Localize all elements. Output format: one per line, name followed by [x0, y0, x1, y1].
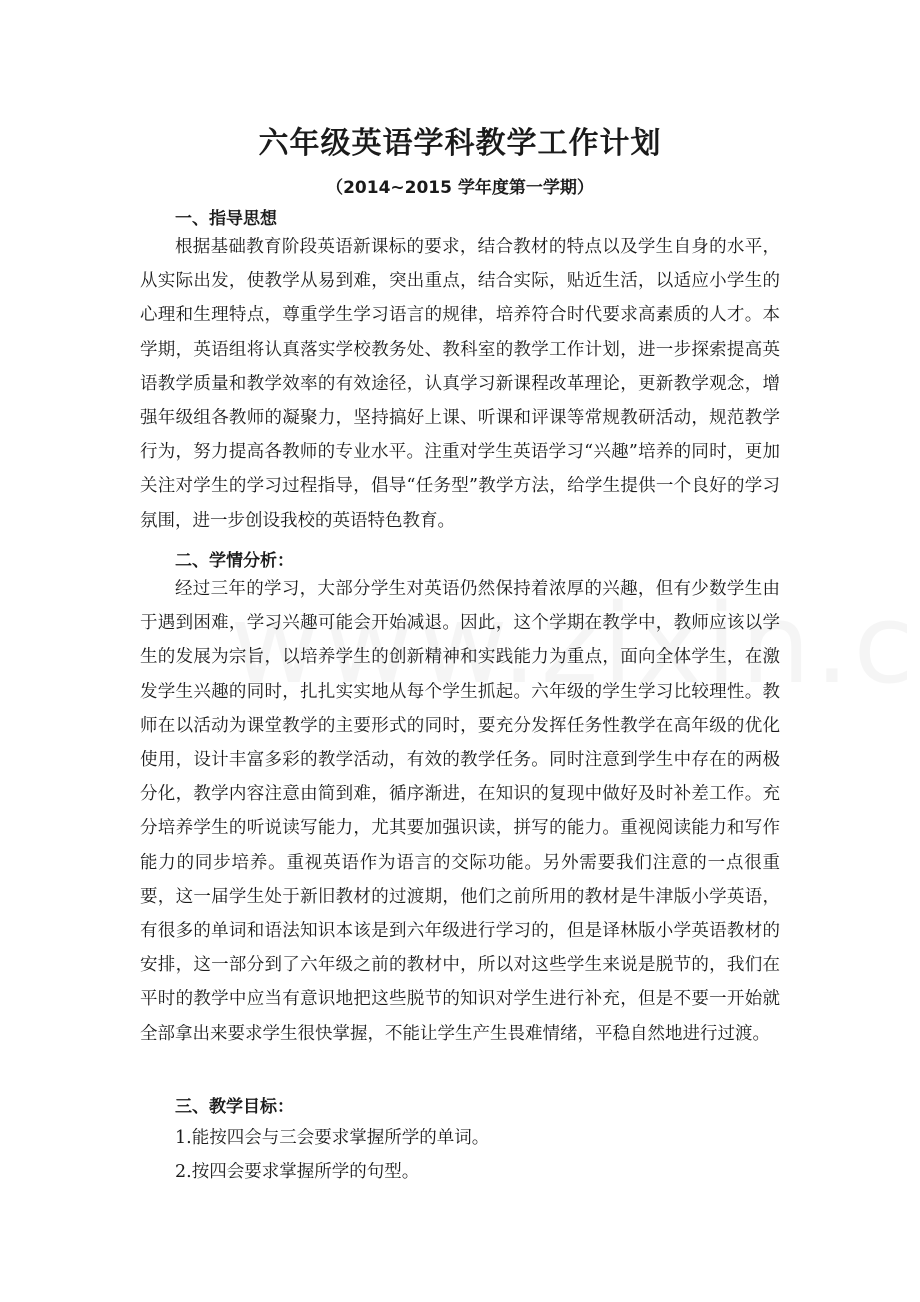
section-heading-guiding-ideology: 一、指导思想 [175, 209, 277, 229]
section-body-guiding-ideology: 根据基础教育阶段英语新课标的要求，结合教材的特点以及学生自身的水平，从实际出发，使教学从易到难，突出重点，结合实际，贴近生活，以适应小学生的心理和生理特点，尊重学生学习语言的规律，培养符合时代要求高素质的人才。本学期，英语组将认真落实学校教务处、教科室的教学工作计划，进一步探索提高英语教学质量和教学效率的有效途径，认真学习新课程改革理论，更新教学观念，增强年级组各教师的凝聚力，坚持搞好上课、听课和评课等常规教研活动，规范教学行为，努力提高各教师的专业水平。注重对学生英语学习“兴趣”培养的同时，更加关注对学生的学习过程指导，倡导“任务型”教学方法，给学生提供一个良好的学习氛围，进一步创设我校的英语特色教育。 [140, 237, 780, 531]
goal-item: 2.按四会要求掌握所学的句型。 [175, 1162, 420, 1182]
document-subtitle: （2014~2015 学年度第一学期） [326, 178, 594, 198]
document-title: 六年级英语学科教学工作计划 [258, 126, 662, 161]
section-heading-student-analysis: 二、学情分析： [175, 551, 294, 571]
goal-item: 1.能按四会与三会要求掌握所学的单词。 [175, 1128, 490, 1148]
section-heading-teaching-goals: 三、教学目标： [175, 1097, 294, 1117]
section-body-student-analysis: 经过三年的学习，大部分学生对英语仍然保持着浓厚的兴趣，但有少数学生由于遇到困难，学习兴趣可能会开始减退。因此，这个学期在教学中，教师应该以学生的发展为宗旨，以培养学生的创新精神和实践能力为重点，面向全体学生，在激发学生兴趣的同时，扎扎实实地从每个学生抓起。六年级的学生学习比较理性。教师在以活动为课堂教学的主要形式的同时，要充分发挥任务性教学在高年级的优化使用，设计丰富多彩的教学活动，有效的教学任务。同时注意到学生中存在的两极分化，教学内容注意由简到难，循序渐进，在知识的复现中做好及时补差工作。充分培养学生的听说读写能力，尤其要加强识读，拼写的能力。重视阅读能力和写作能力的同步培养。重视英语作为语言的交际功能。另外需要我们注意的一点很重要，这一届学生处于新旧教材的过渡期，他们之前所用的教材是牛津版小学英语，有很多的单词和语法知识本该是到六年级进行学习的，但是译林版小学英语教材的安排，这一部分到了六年级之前的教材中，所以对这些学生来说是脱节的，我们在平时的教学中应当有意识地把这些脱节的知识对学生进行补充，但是不要一开始就全部拿出来要求学生很快掌握，不能让学生产生畏难情绪，平稳自然地进行过渡。 [140, 579, 780, 1044]
